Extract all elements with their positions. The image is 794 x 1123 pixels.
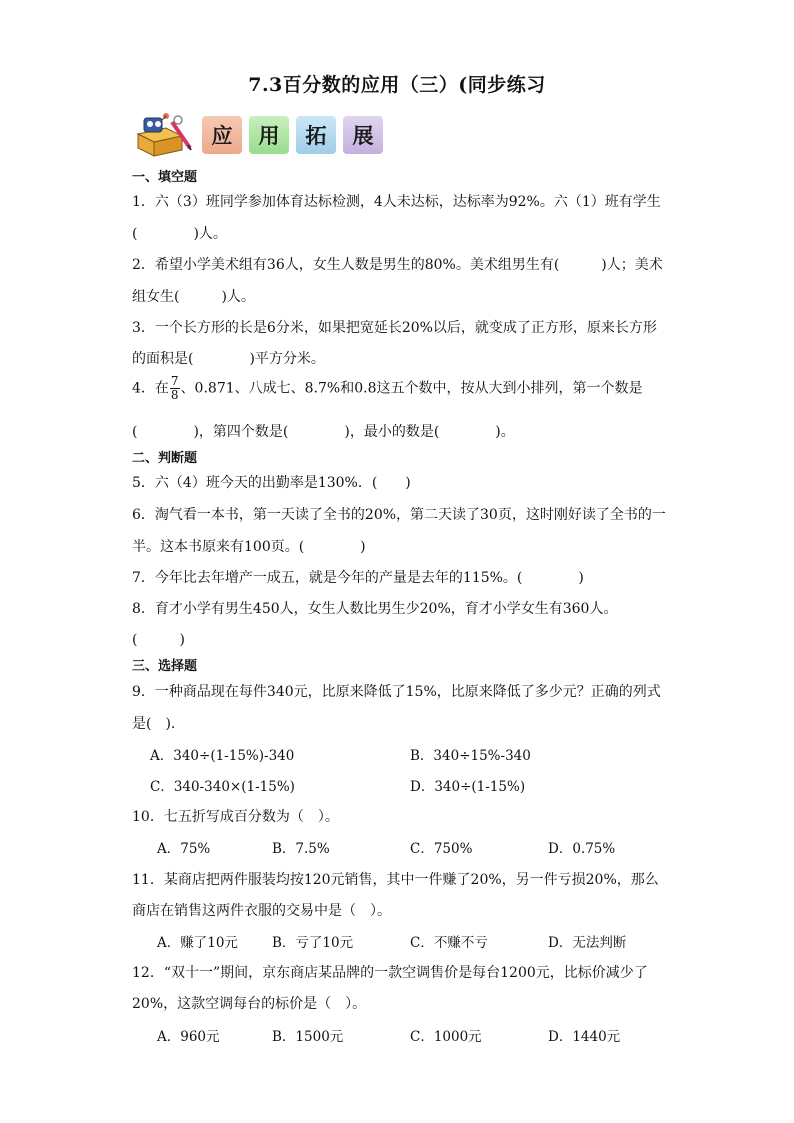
q1-line1: 1．六（3）班同学参加体育达标检测，4人未达标，达标率为92%。六（1）班有学生: [132, 194, 661, 210]
fraction-seven-eighths: [170, 375, 180, 402]
q9-option-a: A．340÷(1-15%)-340: [150, 748, 295, 764]
q9-option-b: B．340÷15%-340: [410, 748, 531, 764]
q10-option-a: A．75%: [157, 841, 211, 857]
banner-tile-zhan: 展: [343, 116, 383, 154]
q9-line1: 9．一种商品现在每件340元，比原来降低了15%，比原来降低了多少元？正确的列式: [132, 684, 661, 700]
q11-option-c: C．不赚不亏: [410, 935, 488, 951]
q3-line1: 3．一个长方形的长是6分米，如果把宽延长20%以后，就变成了正方形，原来长方形: [132, 320, 657, 336]
q6-line2: 半。这本书原来有100页。( ): [132, 539, 366, 555]
q4-line2: ( )，第四个数是( )，最小的数是( )。: [132, 424, 515, 440]
fraction-numerator: 7: [170, 374, 179, 388]
q6-line1: 6．淘气看一本书，第一天读了全书的20%，第二天读了30页，这时刚好读了全书的一: [132, 507, 666, 523]
q11-line1: 11．某商店把两件服装均按120元销售，其中一件赚了20%，另一件亏损20%，那么: [132, 872, 659, 888]
q9-option-c: C．340-340×(1-15%): [150, 779, 295, 795]
q12-option-b: B．1500元: [272, 1029, 344, 1045]
q10-option-c: C．750%: [410, 841, 473, 857]
section-heading-choice: 三、选择题: [132, 659, 198, 674]
q2-line2: 组女生( )人。: [132, 289, 255, 305]
q4-suffix: 、0.871、八成七、8.7%和0.8这五个数中，按从大到小排列，第一个数是: [180, 380, 643, 397]
q9-option-d: D．340÷(1-15%): [410, 779, 526, 795]
q5-line: 5．六（4）班今天的出勤率是130%．( ): [132, 475, 411, 491]
banner-tile-tuo: 拓: [296, 116, 336, 154]
q4-line1: [132, 375, 642, 402]
q10-stem: 10．七五折写成百分数为（ ）。: [132, 809, 339, 825]
q1-line2: ( )人。: [132, 226, 227, 242]
q2-line1: 2．希望小学美术组有36人，女生人数是男生的80%。美术组男生有( )人；美术: [132, 257, 663, 273]
q9-line2: 是( ).: [132, 716, 176, 732]
page-title: 7.3百分数的应用（三）(同步练习: [248, 74, 546, 96]
q12-line2: 20%，这款空调每台的标价是（ ）。: [132, 996, 367, 1012]
q10-option-b: B．7.5%: [272, 841, 330, 857]
mascot-icon: [132, 112, 194, 158]
q4-prefix: 4．在: [132, 380, 169, 397]
banner-tile-ying: 应: [202, 116, 242, 154]
q11-option-b: B．亏了10元: [272, 935, 354, 951]
banner-tile-yong: 用: [249, 116, 289, 154]
q11-option-a: A．赚了10元: [157, 935, 238, 951]
q8-line2: ( ): [132, 632, 185, 648]
q11-option-d: D．无法判断: [548, 935, 627, 951]
section-heading-fill: 一、填空题: [132, 170, 198, 185]
q12-option-c: C．1000元: [410, 1029, 482, 1045]
q11-line2: 商店在销售这两件衣服的交易中是（ ）。: [132, 903, 391, 919]
q12-line1: 12．“双十一”期间，京东商店某品牌的一款空调售价是每台1200元，比标价减少了: [132, 965, 648, 981]
q8-line1: 8．育才小学有男生450人，女生人数比男生少20%，育才小学女生有360人。: [132, 601, 618, 617]
q12-option-d: D．1440元: [548, 1029, 621, 1045]
q7-line: 7．今年比去年增产一成五，就是今年的产量是去年的115%。( ): [132, 570, 584, 586]
section-heading-judge: 二、判断题: [132, 451, 198, 466]
q12-option-a: A．960元: [157, 1029, 220, 1045]
fraction-denominator: 8: [170, 388, 179, 402]
q3-line2: 的面积是( )平方分米。: [132, 351, 325, 367]
q10-option-d: D．0.75%: [548, 841, 616, 857]
